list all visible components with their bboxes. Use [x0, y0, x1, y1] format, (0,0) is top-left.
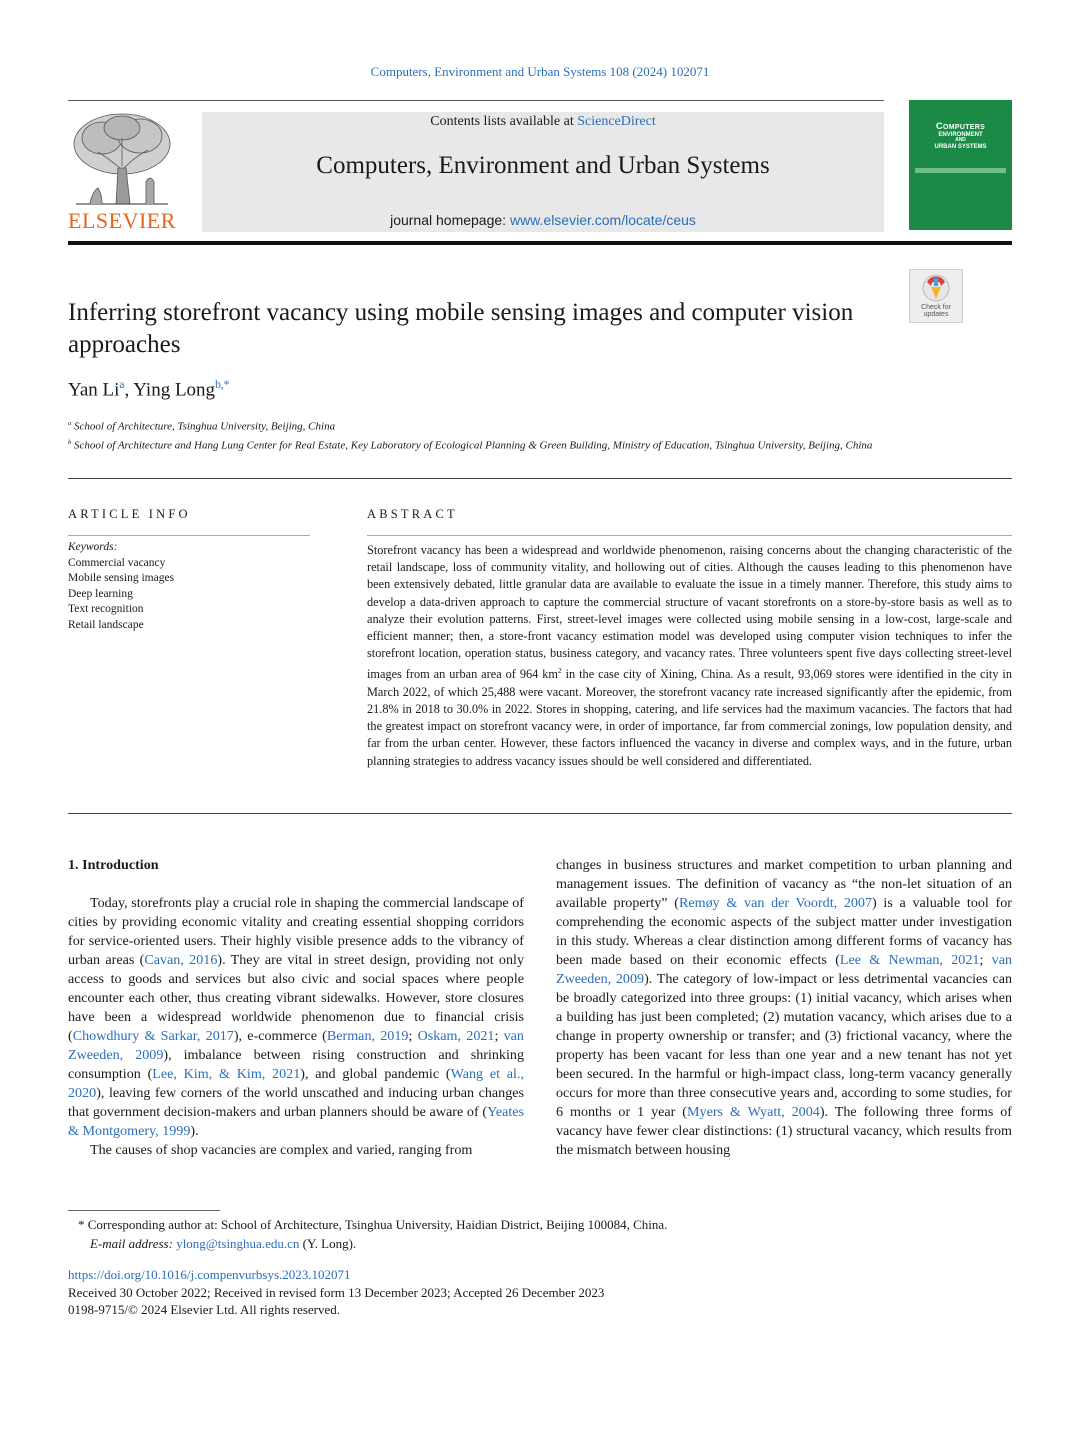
- body-right-column: [556, 856, 1012, 1160]
- cover-title: [909, 122, 1012, 150]
- citation-link[interactable]: Remøy & van der Voordt, 2007: [678, 895, 873, 911]
- received-dates: Received 30 October 2022; Received in revised form 13 December 2023; Accepted 26 December 2023: [68, 1284, 605, 1300]
- doi-link[interactable]: https://doi.org/10.1016/j.compenvurbsys.2023.102071: [68, 1267, 351, 1282]
- email-note: [68, 1234, 1012, 1253]
- footnote: [68, 1215, 1012, 1253]
- body-text: The causes of shop vacancies are complex and varied, ranging from: [90, 1142, 473, 1158]
- footnote-star: *: [78, 1217, 85, 1232]
- body-text: Today, storefronts play a crucial role in shaping the commercial landscape of cities by providing economic vitality and creating essential shopping corridors for service-oriented users. Their highly visible presence adds to the vibrancy of urban areas (: [68, 895, 524, 968]
- crossmark-icon: [910, 272, 962, 306]
- body-text: ), imbalance between rising construction and shrinking consumption (: [68, 1047, 524, 1082]
- abstract-part-1: Storefront vacancy has been a widespread and worldwide phenomenon, raising concerns about the changing characteristic of the retail landscape, loss of community vitality, and hollowing out of cities. Although the causes leading to this phenomenon have been extensively debated, little granular data are available to evaluate the issue in a timely manner. Therefore, this study aims to develop a data-driven approach to capture the commercial structure of vacant storefronts on a store-by-store basis as well as to analyze their evolution patterns. First, street-level images were collected using mobile sensing in a low-cost, large-scale and efficient manner; then, a store-front vacancy estimation model was developed using computer vision techniques to infer the storefront location, operation status, business category, and vacancy rates. Three volunteers spent five days collecting street-level images from an urban area of 964 km: [367, 543, 1012, 682]
- cover-line-1: Computers: [935, 121, 986, 132]
- elsevier-tree-icon: [68, 108, 176, 208]
- body-text: ).: [190, 1123, 199, 1139]
- author-name[interactable]: Ying Long: [133, 379, 216, 401]
- cover-line-2: ENVIRONMENT: [938, 131, 983, 138]
- body-paragraph: [68, 1141, 524, 1160]
- abstract-heading: ABSTRACT: [367, 507, 458, 521]
- cover-band: [915, 168, 1006, 173]
- author-affiliation-marker[interactable]: b,*: [215, 379, 230, 391]
- keyword-item: Retail landscape: [68, 618, 144, 631]
- body-text: ). They are vital in street design, providing not only access to goods and services but also civic and social spaces where people encounter each other, thus creating vibrant sidewalks. However, store closures have been a widespread worldwide phenomenon due to financial crisis (: [68, 952, 524, 1044]
- citation-link[interactable]: Yeates & Montgomery, 1999: [68, 1104, 524, 1139]
- affiliation-item: [68, 435, 928, 454]
- contents-line: [202, 114, 884, 130]
- keyword-item: Text recognition: [68, 603, 144, 616]
- body-text: ), and global pandemic (: [300, 1066, 451, 1082]
- body-left-column: [68, 856, 524, 1160]
- elsevier-logo: [68, 108, 176, 234]
- body-text: ). The category of low-impact or less detrimental vacancies can be broadly categorized into three groups: (1) initial vacancy, which arises when a building has just been completed; (2) mutation vacancy, which arises due to a change in property ownership or transfer; and (3) frictional vacancy, where the property has been vacant for less than one year and a new tenant has not yet been secured. In the harmful or high-impact class, long-term vacancy generally occurs for more than three consecutive years and, according to some studies, for 6 months or 1 year (: [556, 971, 1012, 1120]
- homepage-link[interactable]: www.elsevier.com/locate/ceus: [509, 212, 696, 228]
- citation-link[interactable]: Oskam, 2021: [417, 1028, 495, 1044]
- journal-header-box: [202, 112, 884, 232]
- contents-prefix: Contents lists available at: [430, 114, 578, 129]
- affiliation-item: [68, 416, 928, 435]
- citation-link[interactable]: Lee, Kim, & Kim, 2021: [152, 1066, 301, 1082]
- citation-link[interactable]: Berman, 2019: [326, 1028, 409, 1044]
- email-label: E-mail address:: [90, 1236, 173, 1251]
- keywords-block: [68, 540, 174, 634]
- journal-cover-thumbnail[interactable]: [909, 100, 1012, 230]
- body-text: ;: [494, 1028, 504, 1044]
- crossmark-line-2: updates: [923, 311, 949, 319]
- body-paragraph: [556, 856, 1012, 1160]
- author-name[interactable]: Yan Li: [68, 379, 120, 401]
- abstract-rule: [367, 535, 1012, 536]
- keyword-item: Deep learning: [68, 587, 133, 600]
- header-top-rule: [68, 100, 884, 101]
- crossmark-label: [910, 304, 962, 319]
- cover-line-4: URBAN SYSTEMS: [934, 143, 987, 150]
- section-heading-introduction: 1. Introduction: [68, 857, 159, 873]
- email-link[interactable]: ylong@tsinghua.edu.cn: [176, 1236, 300, 1251]
- body-text: ). The following three forms of vacancy have fewer clear distinctions: (1) structural vacancy, which results from the mismatch between housing: [556, 1104, 1012, 1158]
- homepage-line: [202, 212, 884, 228]
- header-bottom-rule: [68, 241, 1012, 245]
- affiliations: [68, 416, 928, 454]
- affiliation-text: School of Architecture and Hang Lung Center for Real Estate, Key Laboratory of Ecological Planning & Green Building, Ministry of Education, Tsinghua University, Beijing, China: [74, 439, 873, 452]
- body-text: ), leaving few corners of the world unscathed and inducing urban changes that government decision-makers and urban planners should be aware of (: [68, 1085, 524, 1120]
- journal-reference-link[interactable]: Computers, Environment and Urban Systems 108 (2024) 102071: [370, 64, 710, 79]
- body-text: ), e-commerce (: [233, 1028, 327, 1044]
- author-affiliation-marker[interactable]: a: [119, 379, 125, 391]
- body-text: ) is a valuable tool for comprehending the economic aspects of the subject matter under investigation in this study. Whereas a clear distinction among different forms of vacancy has been made based on their economic effects (: [556, 895, 1012, 968]
- citation-link[interactable]: Chowdhury & Sarkar, 2017: [72, 1028, 234, 1044]
- check-for-updates-badge[interactable]: [909, 269, 963, 323]
- article-info-rule: [68, 535, 310, 536]
- abstract-text: [367, 542, 1012, 770]
- keyword-item: Commercial vacancy: [68, 556, 166, 569]
- citation-link[interactable]: Lee & Newman, 2021: [839, 952, 980, 968]
- publication-info: [68, 1266, 1012, 1319]
- citation-link[interactable]: Myers & Wyatt, 2004: [686, 1104, 820, 1120]
- citation-link[interactable]: van Zweeden, 2009: [556, 952, 1012, 987]
- affiliation-marker: a: [68, 420, 72, 427]
- sciencedirect-link[interactable]: ScienceDirect: [577, 114, 656, 129]
- body-paragraph: [68, 894, 524, 1141]
- author-separator: ,: [124, 379, 134, 401]
- homepage-prefix: journal homepage:: [390, 212, 510, 228]
- affiliation-marker: b: [68, 439, 72, 447]
- footnote-rule: [68, 1210, 220, 1211]
- citation-link[interactable]: Wang et al., 2020: [68, 1066, 524, 1101]
- crossmark-line-1: Check for: [921, 303, 951, 311]
- citation-link[interactable]: van Zweeden, 2009: [68, 1028, 524, 1063]
- abstract-bottom-rule: [68, 813, 1012, 814]
- keywords-label: Keywords:: [68, 541, 118, 553]
- article-info-heading: ARTICLE INFO: [68, 507, 191, 521]
- corresponding-text: Corresponding author at: School of Architecture, Tsinghua University, Haidian District, Beijing 100084, China.: [84, 1217, 668, 1232]
- cover-line-3: AND: [955, 137, 966, 144]
- corresponding-author-note: [68, 1215, 1012, 1234]
- affiliation-text: School of Architecture, Tsinghua University, Beijing, China: [74, 420, 336, 433]
- copyright-line: 0198-9715/© 2024 Elsevier Ltd. All rights reserved.: [68, 1302, 340, 1317]
- body-text: ;: [979, 952, 992, 968]
- body-text: ;: [408, 1028, 418, 1044]
- journal-name: Computers, Environment and Urban Systems: [316, 152, 770, 179]
- article-info-top-rule: [68, 478, 1012, 479]
- elsevier-wordmark: ELSEVIER: [68, 208, 176, 233]
- author-list: [68, 379, 229, 401]
- citation-link[interactable]: Cavan, 2016: [144, 952, 218, 968]
- article-title: Inferring storefront vacancy using mobile sensing images and computer vision approaches: [68, 299, 854, 358]
- keyword-item: Mobile sensing images: [68, 572, 175, 585]
- abstract-part-2: in the case city of Xining, China. As a result, 93,069 stores were identified in the city in March 2022, of which 25,488 were vacant. Moreover, the storefront vacancy rate increased significantly after the epidemic, from 21.8% in 2018 to 30.0% in 2022. Stores in shopping, catering, and life services had the maximum vacancies. The factors that had the greatest impact on storefront vacancy were, in order of importance, far from commercial zonings, low population density, and far from the urban center. However, these factors influenced the vacancy in diverse and complex ways, and in the future, urban planning strategies to address vacancy issues should be well considered and differentiated.: [367, 667, 1013, 768]
- email-suffix: (Y. Long).: [299, 1236, 357, 1251]
- body-text: changes in business structures and market competition to urban planning and management issues. The definition of vacancy as “the non-let situation of an available property” (: [556, 857, 1012, 911]
- abstract-superscript: 2: [557, 666, 562, 676]
